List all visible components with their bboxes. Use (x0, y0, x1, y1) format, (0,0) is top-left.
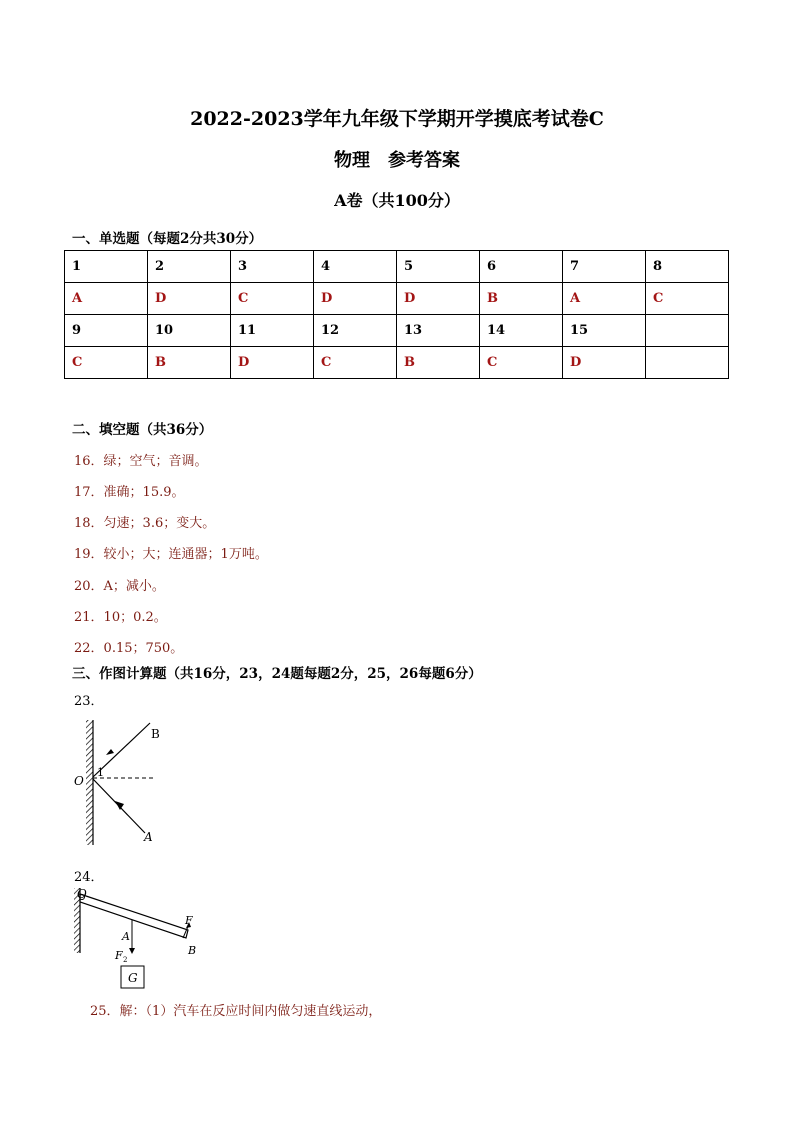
answer-cell: C (314, 347, 397, 379)
answer-cell: C (231, 283, 314, 315)
table-cell: 9 (65, 315, 148, 347)
q25-solution: 25．解：（1）汽车在反应时间内做匀速直线运动， (90, 1004, 382, 1019)
label-a: A (144, 830, 153, 844)
fill-answer-19: 19．较小；大；连通器；1万吨。 (74, 547, 268, 562)
part-title: A卷（共100分） (334, 191, 460, 210)
table-row (65, 283, 729, 315)
table-row (65, 347, 729, 379)
table-cell: 4 (314, 251, 397, 283)
table-row (65, 315, 729, 347)
figure-24-lever-diagram (70, 886, 205, 994)
table-cell: 11 (231, 315, 314, 347)
label-a: A (122, 930, 130, 943)
label-angle-1: 1 (97, 766, 104, 779)
table-cell: 13 (397, 315, 480, 347)
answer-cell: D (563, 347, 646, 379)
fill-answer-16: 16．绿；空气；音调。 (74, 454, 208, 469)
label-f: F (185, 914, 193, 927)
reflected-ray-arrow (106, 749, 114, 755)
table-cell: 2 (148, 251, 231, 283)
label-o: O (74, 774, 84, 788)
answer-cell: D (397, 283, 480, 315)
section1-heading: 一、单选题（每题2分共30分） (72, 231, 263, 247)
label-b: B (151, 727, 160, 741)
answer-cell: D (148, 283, 231, 315)
subject-title: 物理 参考答案 (334, 150, 460, 171)
answer-cell: A (65, 283, 148, 315)
lever-bar (80, 894, 188, 938)
answer-cell: D (314, 283, 397, 315)
table-cell: 14 (480, 315, 563, 347)
table-cell: 5 (397, 251, 480, 283)
label-b: B (188, 944, 197, 957)
answer-table (64, 250, 729, 379)
answer-cell: C (480, 347, 563, 379)
answer-cell: C (646, 283, 729, 315)
fill-answer-20: 20．A；减小。 (74, 579, 165, 594)
incident-ray-arrow (115, 801, 124, 810)
label-o: O (77, 887, 87, 901)
fill-answer-22: 22．0.15；750。 (74, 641, 184, 656)
table-cell: 6 (480, 251, 563, 283)
fill-answer-21: 21．10；0.2。 (74, 610, 167, 625)
section3-heading: 三、作图计算题（共16分，23，24题每题2分，25，26每题6分） (72, 666, 482, 682)
table-cell: 7 (563, 251, 646, 283)
label-g: G (128, 971, 138, 985)
table-cell: 12 (314, 315, 397, 347)
answer-cell: B (397, 347, 480, 379)
table-cell (646, 315, 729, 347)
answer-cell: B (480, 283, 563, 315)
section2-heading: 二、填空题（共36分） (72, 422, 213, 438)
fill-answer-18: 18．匀速；3.6；变大。 (74, 516, 216, 531)
answer-cell: B (148, 347, 231, 379)
table-cell: 3 (231, 251, 314, 283)
label-f2: F (115, 949, 123, 962)
answer-cell: C (65, 347, 148, 379)
table-cell: 10 (148, 315, 231, 347)
fill-answer-17: 17．准确；15.9。 (74, 485, 185, 500)
table-cell: 1 (65, 251, 148, 283)
table-cell: 8 (646, 251, 729, 283)
label-f2-subscript: 2 (123, 956, 128, 964)
exam-title: 2022-2023学年九年级下学期开学摸底考试卷C (190, 108, 604, 130)
answer-cell (646, 347, 729, 379)
q24-label: 24． (74, 870, 104, 885)
answer-cell: D (231, 347, 314, 379)
figure-23-reflection-diagram (70, 715, 180, 850)
table-cell: 15 (563, 315, 646, 347)
force-f2-arrowhead (129, 948, 135, 954)
mirror-hatching (86, 720, 93, 845)
answer-cell: A (563, 283, 646, 315)
q23-label: 23． (74, 694, 104, 709)
table-row (65, 251, 729, 283)
